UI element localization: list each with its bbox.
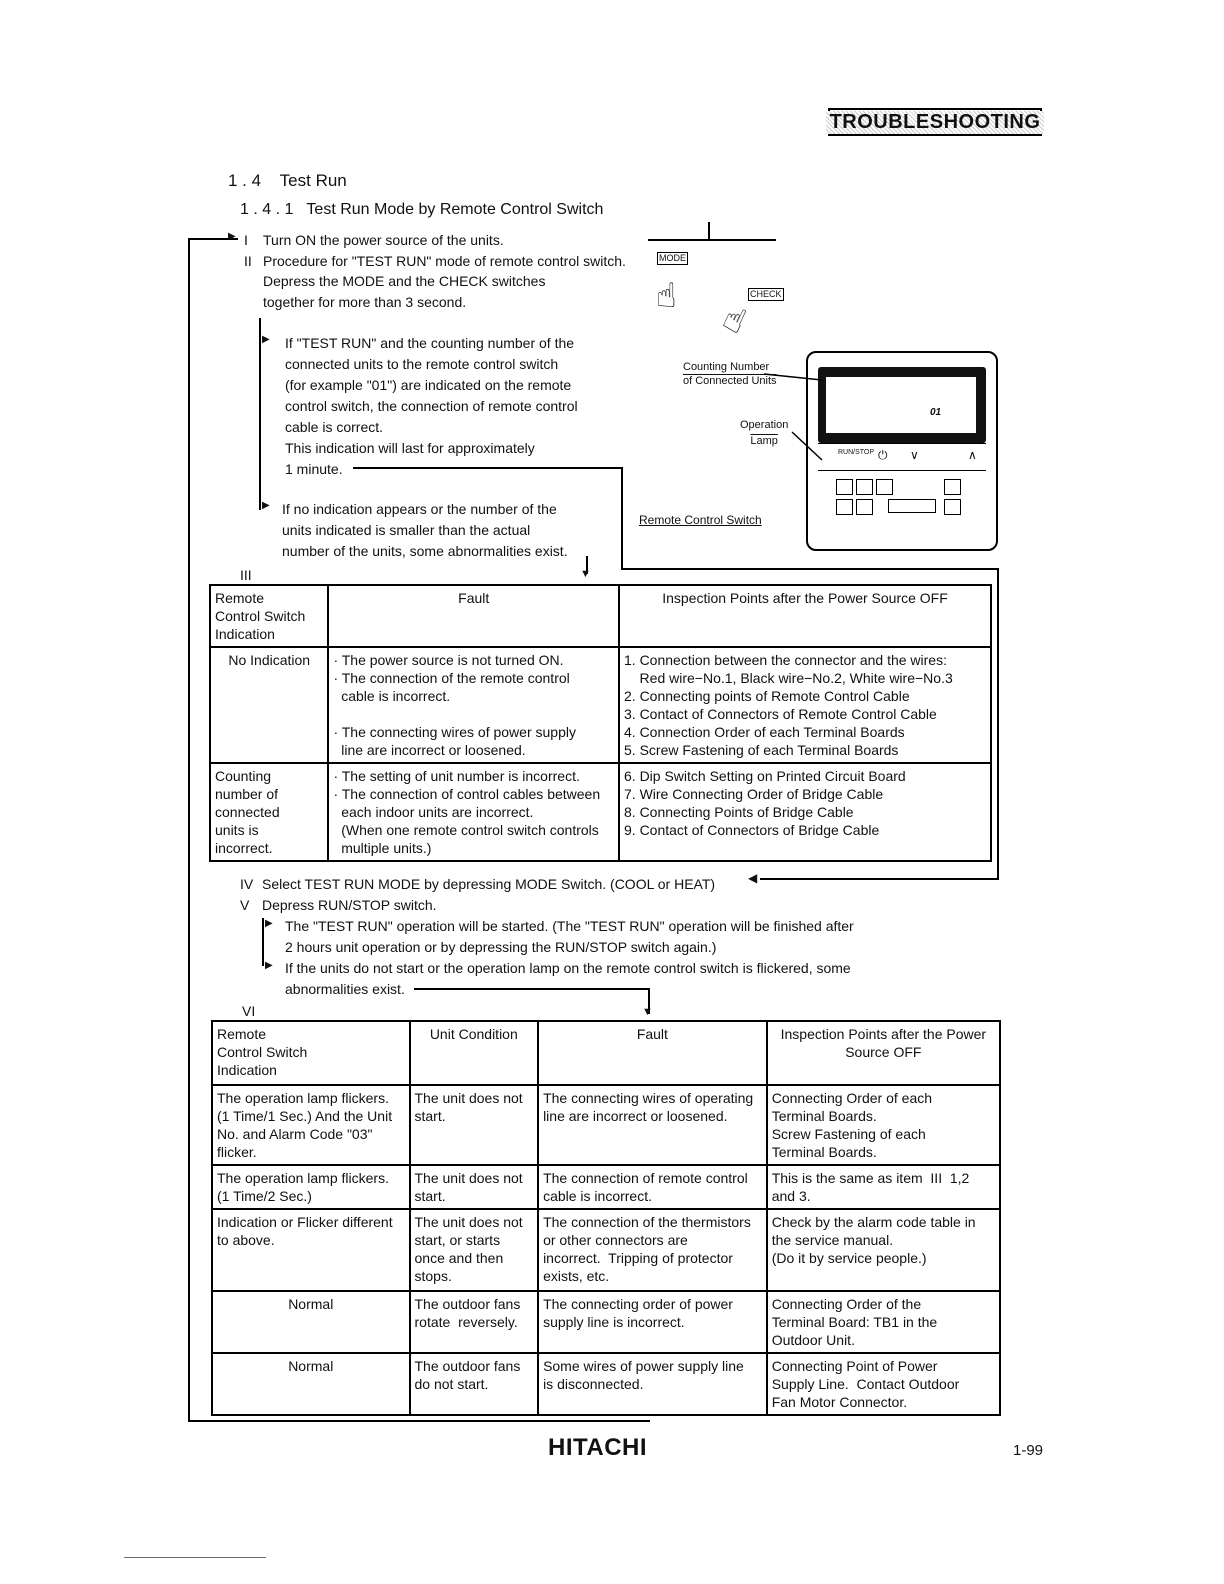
ok-line: If "TEST RUN" and the counting number of the: [285, 335, 575, 351]
fault-cell: · The setting of unit number is incorrect. · The connection of control cables between each indoor units are incorrect. (When one remote control switch controls multiple units.): [328, 763, 619, 861]
v-ng-line: If the units do not start or the operation lamp on the remote control switch is flickered, some: [285, 960, 851, 976]
inspection-cell: 1. Connection between the connector and the wires: Red wire−No.1, Black wire−No.2, White wire−No.3 2. Connecting points of Remote Control Cable 3. Contact of Connectors of Remote Control Cable 4. Connection Order of each Terminal Boards 5. Screw Fastening of each Terminal Boards: [619, 647, 991, 763]
ng-line: number of the units, some abnormalities exist.: [282, 543, 568, 559]
step-ii-number: II: [244, 253, 252, 269]
table-header-cell: Fault: [328, 585, 619, 647]
arrow-left-icon: ◀: [748, 871, 758, 885]
branch-line: [259, 318, 261, 510]
iv-return-bottom: [760, 878, 999, 880]
indication-cell: The operation lamp flickers. (1 Time/1 Sec.) And the Unit No. and Alarm Code "03" flicker.: [212, 1085, 410, 1165]
flow-line-left: [188, 238, 190, 1422]
inspection-cell: Connecting Order of the Terminal Board: TB1 in the Outdoor Unit.: [767, 1291, 1000, 1353]
fault-cell: · The power source is not turned ON. · The connection of the remote control cable is incorrect. · The connecting wires of power supply line are incorrect or loosened.: [328, 647, 619, 763]
step-ii-line: Procedure for "TEST RUN" mode of remote control switch.: [263, 253, 626, 269]
ok-line: control switch, the connection of remote control: [285, 398, 578, 414]
inspection-cell: Check by the alarm code table in the service manual. (Do it by service people.): [767, 1209, 1000, 1291]
v-ok-line: 2 hours unit operation or by depressing the RUN/STOP switch again.): [285, 939, 717, 955]
table-header-cell: Unit Condition: [410, 1021, 539, 1085]
step-ii-line: together for more than 3 second.: [263, 294, 467, 310]
table-row: [212, 1085, 1000, 1165]
button-panel: [836, 477, 966, 517]
power-icon: ⏻: [878, 448, 888, 462]
step-v-number: V: [240, 897, 250, 913]
table-header-cell: Fault: [538, 1021, 767, 1085]
table-row: [212, 1165, 1000, 1209]
table-row: [212, 1353, 1000, 1415]
inspection-cell: Connecting Order of each Terminal Boards. Screw Fastening of each Terminal Boards.: [767, 1085, 1000, 1165]
ok-connector-to-iv: [621, 568, 999, 570]
table-row: [210, 763, 991, 861]
figure-wire: [708, 222, 710, 240]
section-badge: TROUBLESHOOTING: [828, 108, 1042, 136]
arrow-right-icon: ▶: [262, 500, 270, 511]
label-remote-control-switch: Remote Control Switch: [639, 513, 762, 527]
footer-rule: [124, 1557, 266, 1558]
inspection-cell: Connecting Point of Power Supply Line. Contact Outdoor Fan Motor Connector.: [767, 1353, 1000, 1415]
condition-cell: The unit does not start.: [410, 1165, 539, 1209]
condition-cell: The unit does not start, or starts once and then stops.: [410, 1209, 539, 1291]
step-iii-number: III: [240, 567, 252, 583]
step-iv-text: Select TEST RUN MODE by depressing MODE Switch. (COOL or HEAT): [262, 876, 716, 892]
arrow-right-icon: ▶: [262, 334, 270, 345]
brand-logo: HITACHI: [548, 1434, 648, 1461]
fault-cell: Some wires of power supply line is disconnected.: [538, 1353, 767, 1415]
arrow-down-icon: ▼: [642, 1006, 653, 1018]
label-operation-lamp: Operation Lamp: [740, 419, 789, 447]
ng-line: units indicated is smaller than the actual: [282, 522, 531, 538]
label-counting-number: Counting Number of Connected Units: [683, 361, 777, 387]
table-header-cell: Inspection Points after the Power Source OFF: [767, 1021, 1000, 1085]
check-button-icon: CHECK: [750, 289, 782, 299]
ok-line: connected units to the remote control switch: [285, 356, 559, 372]
ok-connector-vertical: [621, 467, 623, 570]
table-initial-check: [209, 584, 992, 862]
ok-line: 1 minute.: [285, 461, 343, 477]
ok-connector-line: [353, 467, 623, 469]
flow-line-bottom: [188, 1420, 650, 1422]
up-icon: ∧: [968, 448, 977, 462]
table-row: [212, 1209, 1000, 1291]
step-ii-line: Depress the MODE and the CHECK switches: [263, 273, 546, 289]
iv-return-line: [997, 568, 999, 880]
branch-line: [262, 918, 264, 966]
ok-line: cable is correct.: [285, 419, 384, 435]
figure-leader-lines: [680, 360, 840, 480]
fault-cell: The connecting order of power supply line is incorrect.: [538, 1291, 767, 1353]
down-icon: ∨: [910, 448, 919, 462]
table-header-cell: Remote Control Switch Indication: [212, 1021, 410, 1085]
indication-cell: No Indication: [210, 647, 328, 763]
control-row: [818, 443, 986, 471]
inspection-cell: 6. Dip Switch Setting on Printed Circuit Board 7. Wire Connecting Order of Bridge Cable 8. Connecting Points of Bridge Cable 9. Contact of Connectors of Bridge Cable: [619, 763, 991, 861]
fault-cell: The connecting wires of operating line are incorrect or loosened.: [538, 1085, 767, 1165]
step-v-text: Depress RUN/STOP switch.: [262, 897, 437, 913]
ok-line: This indication will last for approximately: [285, 440, 535, 456]
indication-cell: The operation lamp flickers. (1 Time/2 Sec.): [212, 1165, 410, 1209]
fault-cell: The connection of the thermistors or other connectors are incorrect. Tripping of protector exists, etc.: [538, 1209, 767, 1291]
indication-cell: Normal: [212, 1291, 410, 1353]
table-row: [210, 647, 991, 763]
v-ng-line: abnormalities exist.: [285, 981, 405, 997]
indication-cell: Counting number of connected units is incorrect.: [210, 763, 328, 861]
indication-cell: Indication or Flicker different to above.: [212, 1209, 410, 1291]
page-number: 1-99: [1013, 1442, 1044, 1459]
fault-cell: The connection of remote control cable is incorrect.: [538, 1165, 767, 1209]
mode-button-icon: MODE: [659, 253, 686, 263]
hand-icon: ☝: [716, 298, 752, 342]
v-ok-line: The "TEST RUN" operation will be started. (The "TEST RUN" operation will be finished after: [285, 918, 854, 934]
arrow-right-icon: ▶: [228, 231, 236, 242]
table-row: [212, 1291, 1000, 1353]
unit-count-readout: 01: [930, 407, 942, 418]
inspection-cell: This is the same as item III 1,2 and 3.: [767, 1165, 1000, 1209]
step-vi-number: VI: [242, 1003, 256, 1019]
arrow-down-icon: ▼: [580, 568, 591, 580]
table-test-run-check: [211, 1020, 1001, 1416]
arrow-right-icon: ▶: [265, 918, 273, 929]
ng-connector-line: [414, 988, 650, 990]
section-title: 1 . 4 Test Run: [228, 171, 347, 190]
step-iv-number: IV: [240, 876, 254, 892]
step-i-text: Turn ON the power source of the units.: [263, 232, 504, 248]
condition-cell: The unit does not start.: [410, 1085, 539, 1165]
condition-cell: The outdoor fans rotate reversely.: [410, 1291, 539, 1353]
subsection-title: 1 . 4 . 1 Test Run Mode by Remote Control Switch: [240, 201, 604, 218]
hand-icon: ☝: [656, 277, 677, 315]
condition-cell: The outdoor fans do not start.: [410, 1353, 539, 1415]
ng-line: If no indication appears or the number of the: [282, 501, 557, 517]
lcd-display: [818, 367, 986, 443]
step-i-number: I: [244, 232, 248, 248]
ok-line: (for example "01") are indicated on the remote: [285, 377, 572, 393]
figure-wire: [648, 239, 776, 241]
runstop-label: RUN/STOP: [838, 449, 875, 456]
indication-cell: Normal: [212, 1353, 410, 1415]
table-header-cell: Inspection Points after the Power Source OFF: [619, 585, 991, 647]
arrow-right-icon: ▶: [265, 960, 273, 971]
table-header-cell: Remote Control Switch Indication: [210, 585, 328, 647]
